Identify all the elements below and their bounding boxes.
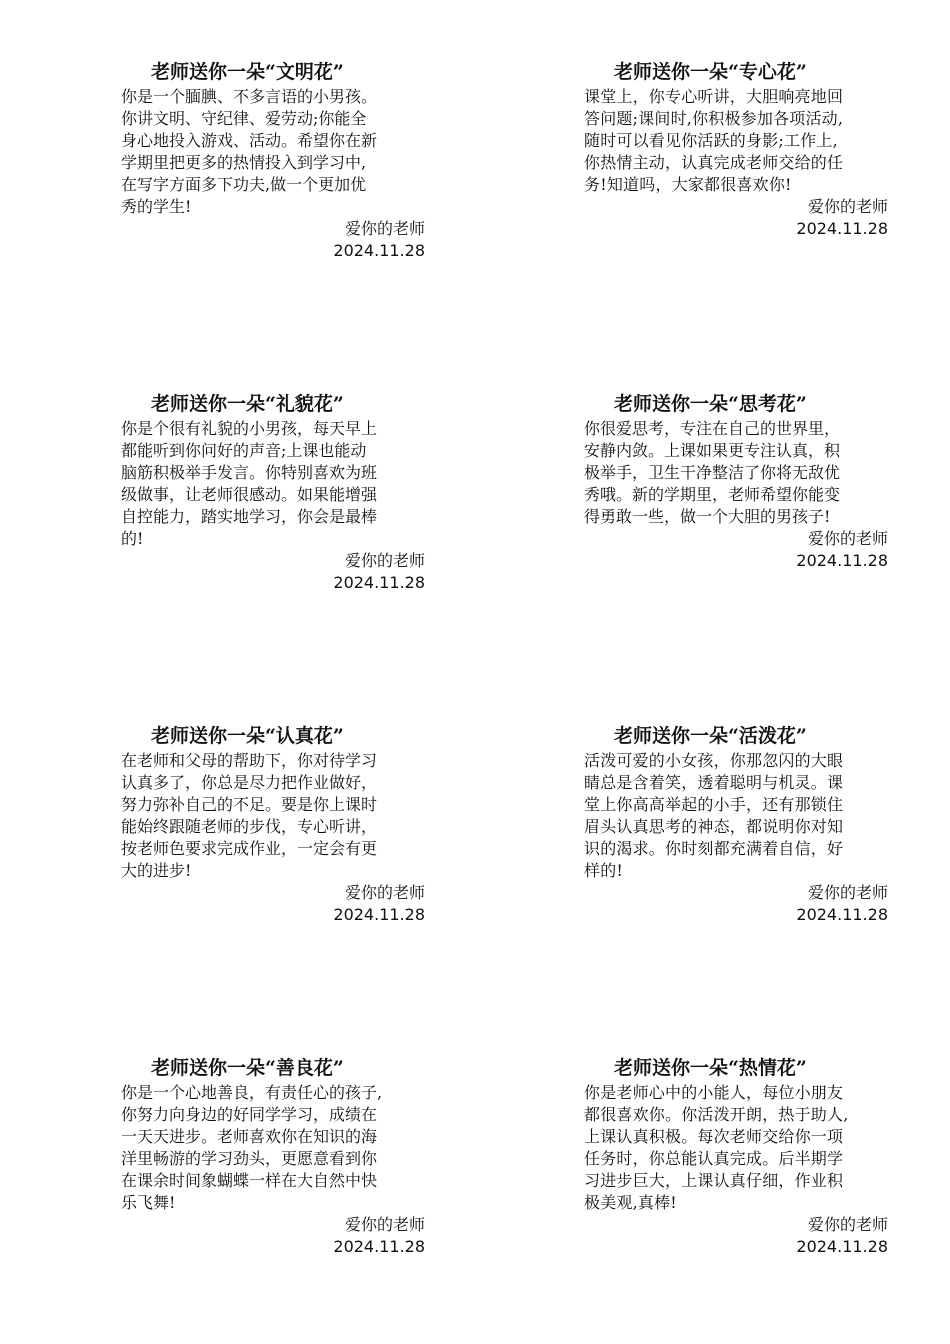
card-signature: 爱你的老师 — [807, 197, 888, 216]
card-signature: 爱你的老师 — [807, 883, 888, 902]
card-text-line: 努力弥补自己的不足。要是你上课时 — [121, 795, 378, 814]
card-date: 2024.11.28 — [796, 219, 888, 238]
card-text-line: 你热情主动，认真完成老师交给的任 — [584, 153, 844, 172]
card-text-line: 的! — [121, 529, 144, 548]
comment-card — [121, 724, 451, 926]
comment-card — [121, 392, 451, 594]
card-text-line: 在写字方面多下功夫,做一个更加优 — [121, 175, 367, 194]
card-text-line: 活泼可爱的小女孩，你那忽闪的大眼 — [584, 751, 844, 770]
card-date: 2024.11.28 — [333, 1237, 425, 1256]
card-title: 老师送你一朵“热情花” — [614, 1057, 807, 1079]
card-text-line: 你努力向身边的好同学学习，成绩在 — [121, 1105, 378, 1124]
card-signature: 爱你的老师 — [344, 883, 425, 902]
card-date: 2024.11.28 — [333, 241, 425, 260]
card-text-line: 洋里畅游的学习劲头，更愿意看到你 — [121, 1149, 378, 1168]
comment-card — [121, 60, 451, 262]
card-text-line: 按老师色要求完成作业，一定会有更 — [121, 839, 378, 858]
comment-card — [584, 392, 914, 572]
card-text-line: 在老师和父母的帮助下，你对待学习 — [121, 751, 378, 770]
card-title: 老师送你一朵“善良花” — [151, 1057, 344, 1079]
card-text-line: 秀哦。新的学期里，老师希望你能变 — [584, 485, 841, 504]
card-text-line: 你是个很有礼貌的小男孩，每天早上 — [121, 419, 378, 438]
card-text-line: 习进步巨大，上课认真仔细，作业积 — [584, 1171, 844, 1190]
card-signature: 爱你的老师 — [344, 1215, 425, 1234]
card-signature: 爱你的老师 — [344, 219, 425, 238]
card-date: 2024.11.28 — [333, 905, 425, 924]
card-text-line: 一天天进步。老师喜欢你在知识的海 — [121, 1127, 378, 1146]
card-text-line: 在课余时间象蝴蝶一样在大自然中快 — [121, 1171, 378, 1190]
card-text-line: 身心地投入游戏、活动。希望你在新 — [121, 131, 378, 150]
card-title: 老师送你一朵“认真花” — [151, 725, 344, 747]
card-text-line: 你很爱思考，专注在自己的世界里， — [584, 419, 841, 438]
card-text-line: 脑筋积极举手发言。你特别喜欢为班 — [121, 463, 378, 482]
card-text-line: 认真多了，你总是尽力把作业做好， — [121, 773, 378, 792]
card-text-line: 你是一个心地善良，有责任心的孩子, — [121, 1083, 383, 1102]
card-date: 2024.11.28 — [796, 1237, 888, 1256]
card-signature: 爱你的老师 — [807, 1215, 888, 1234]
card-signature: 爱你的老师 — [344, 551, 425, 570]
card-text-line: 级做事，让老师很感动。如果能增强 — [121, 485, 378, 504]
card-text-line: 学期里把更多的热情投入到学习中, — [121, 153, 367, 172]
card-text-line: 答问题;课间时,你积极参加各项活动, — [584, 109, 844, 128]
card-text-line: 能始终跟随老师的步伐，专心听讲， — [121, 817, 378, 836]
comment-card — [584, 60, 914, 240]
card-text-line: 大的进步! — [121, 861, 192, 880]
card-text-line: 识的渴求。你时刻都充满着自信，好 — [584, 839, 844, 858]
card-text-line: 秀的学生! — [121, 197, 192, 216]
card-text-line: 眉头认真思考的神态，都说明你对知 — [584, 817, 844, 836]
card-text-line: 得勇敢一些，做一个大胆的男孩子! — [584, 507, 831, 526]
card-text-line: 课堂上，你专心听讲，大胆响亮地回 — [584, 87, 844, 106]
card-text-line: 任务时，你总能认真完成。后半期学 — [584, 1149, 844, 1168]
card-text-line: 极美观,真棒! — [584, 1193, 677, 1212]
card-text-line: 安静内敛。上课如果更专注认真，积 — [584, 441, 841, 460]
card-text-line: 乐飞舞! — [121, 1193, 176, 1212]
comment-card — [584, 1056, 914, 1258]
card-text-line: 上课认真积极。每次老师交给你一项 — [584, 1127, 844, 1146]
card-text-line: 你是一个腼腆、不多言语的小男孩。 — [121, 87, 378, 106]
comment-card — [121, 1056, 451, 1258]
card-text-line: 堂上你高高举起的小手，还有那锁住 — [584, 795, 844, 814]
card-title: 老师送你一朵“思考花” — [614, 393, 807, 415]
card-text-line: 自控能力，踏实地学习，你会是最棒 — [121, 507, 378, 526]
card-text-line: 随时可以看见你活跃的身影;工作上, — [584, 131, 838, 150]
card-text-line: 务!知道吗，大家都很喜欢你! — [584, 175, 792, 194]
card-text-line: 你是老师心中的小能人，每位小朋友 — [584, 1083, 844, 1102]
comment-card — [584, 724, 914, 926]
card-title: 老师送你一朵“专心花” — [614, 61, 807, 83]
card-date: 2024.11.28 — [796, 551, 888, 570]
card-text-line: 睛总是含着笑，透着聪明与机灵。课 — [584, 773, 844, 792]
card-title: 老师送你一朵“礼貌花” — [151, 393, 344, 415]
card-text-line: 极举手，卫生干净整洁了你将无敌优 — [584, 463, 841, 482]
card-text-line: 都很喜欢你。你活泼开朗，热于助人, — [584, 1105, 849, 1124]
card-text-line: 都能听到你问好的声音;上课也能动 — [121, 441, 367, 460]
card-text-line: 你讲文明、守纪律、爱劳动;你能全 — [121, 109, 367, 128]
card-title: 老师送你一朵“文明花” — [151, 61, 344, 83]
card-date: 2024.11.28 — [333, 573, 425, 592]
card-text-line: 样的! — [584, 861, 624, 880]
card-date: 2024.11.28 — [796, 905, 888, 924]
card-title: 老师送你一朵“活泼花” — [614, 725, 807, 747]
card-signature: 爱你的老师 — [807, 529, 888, 548]
